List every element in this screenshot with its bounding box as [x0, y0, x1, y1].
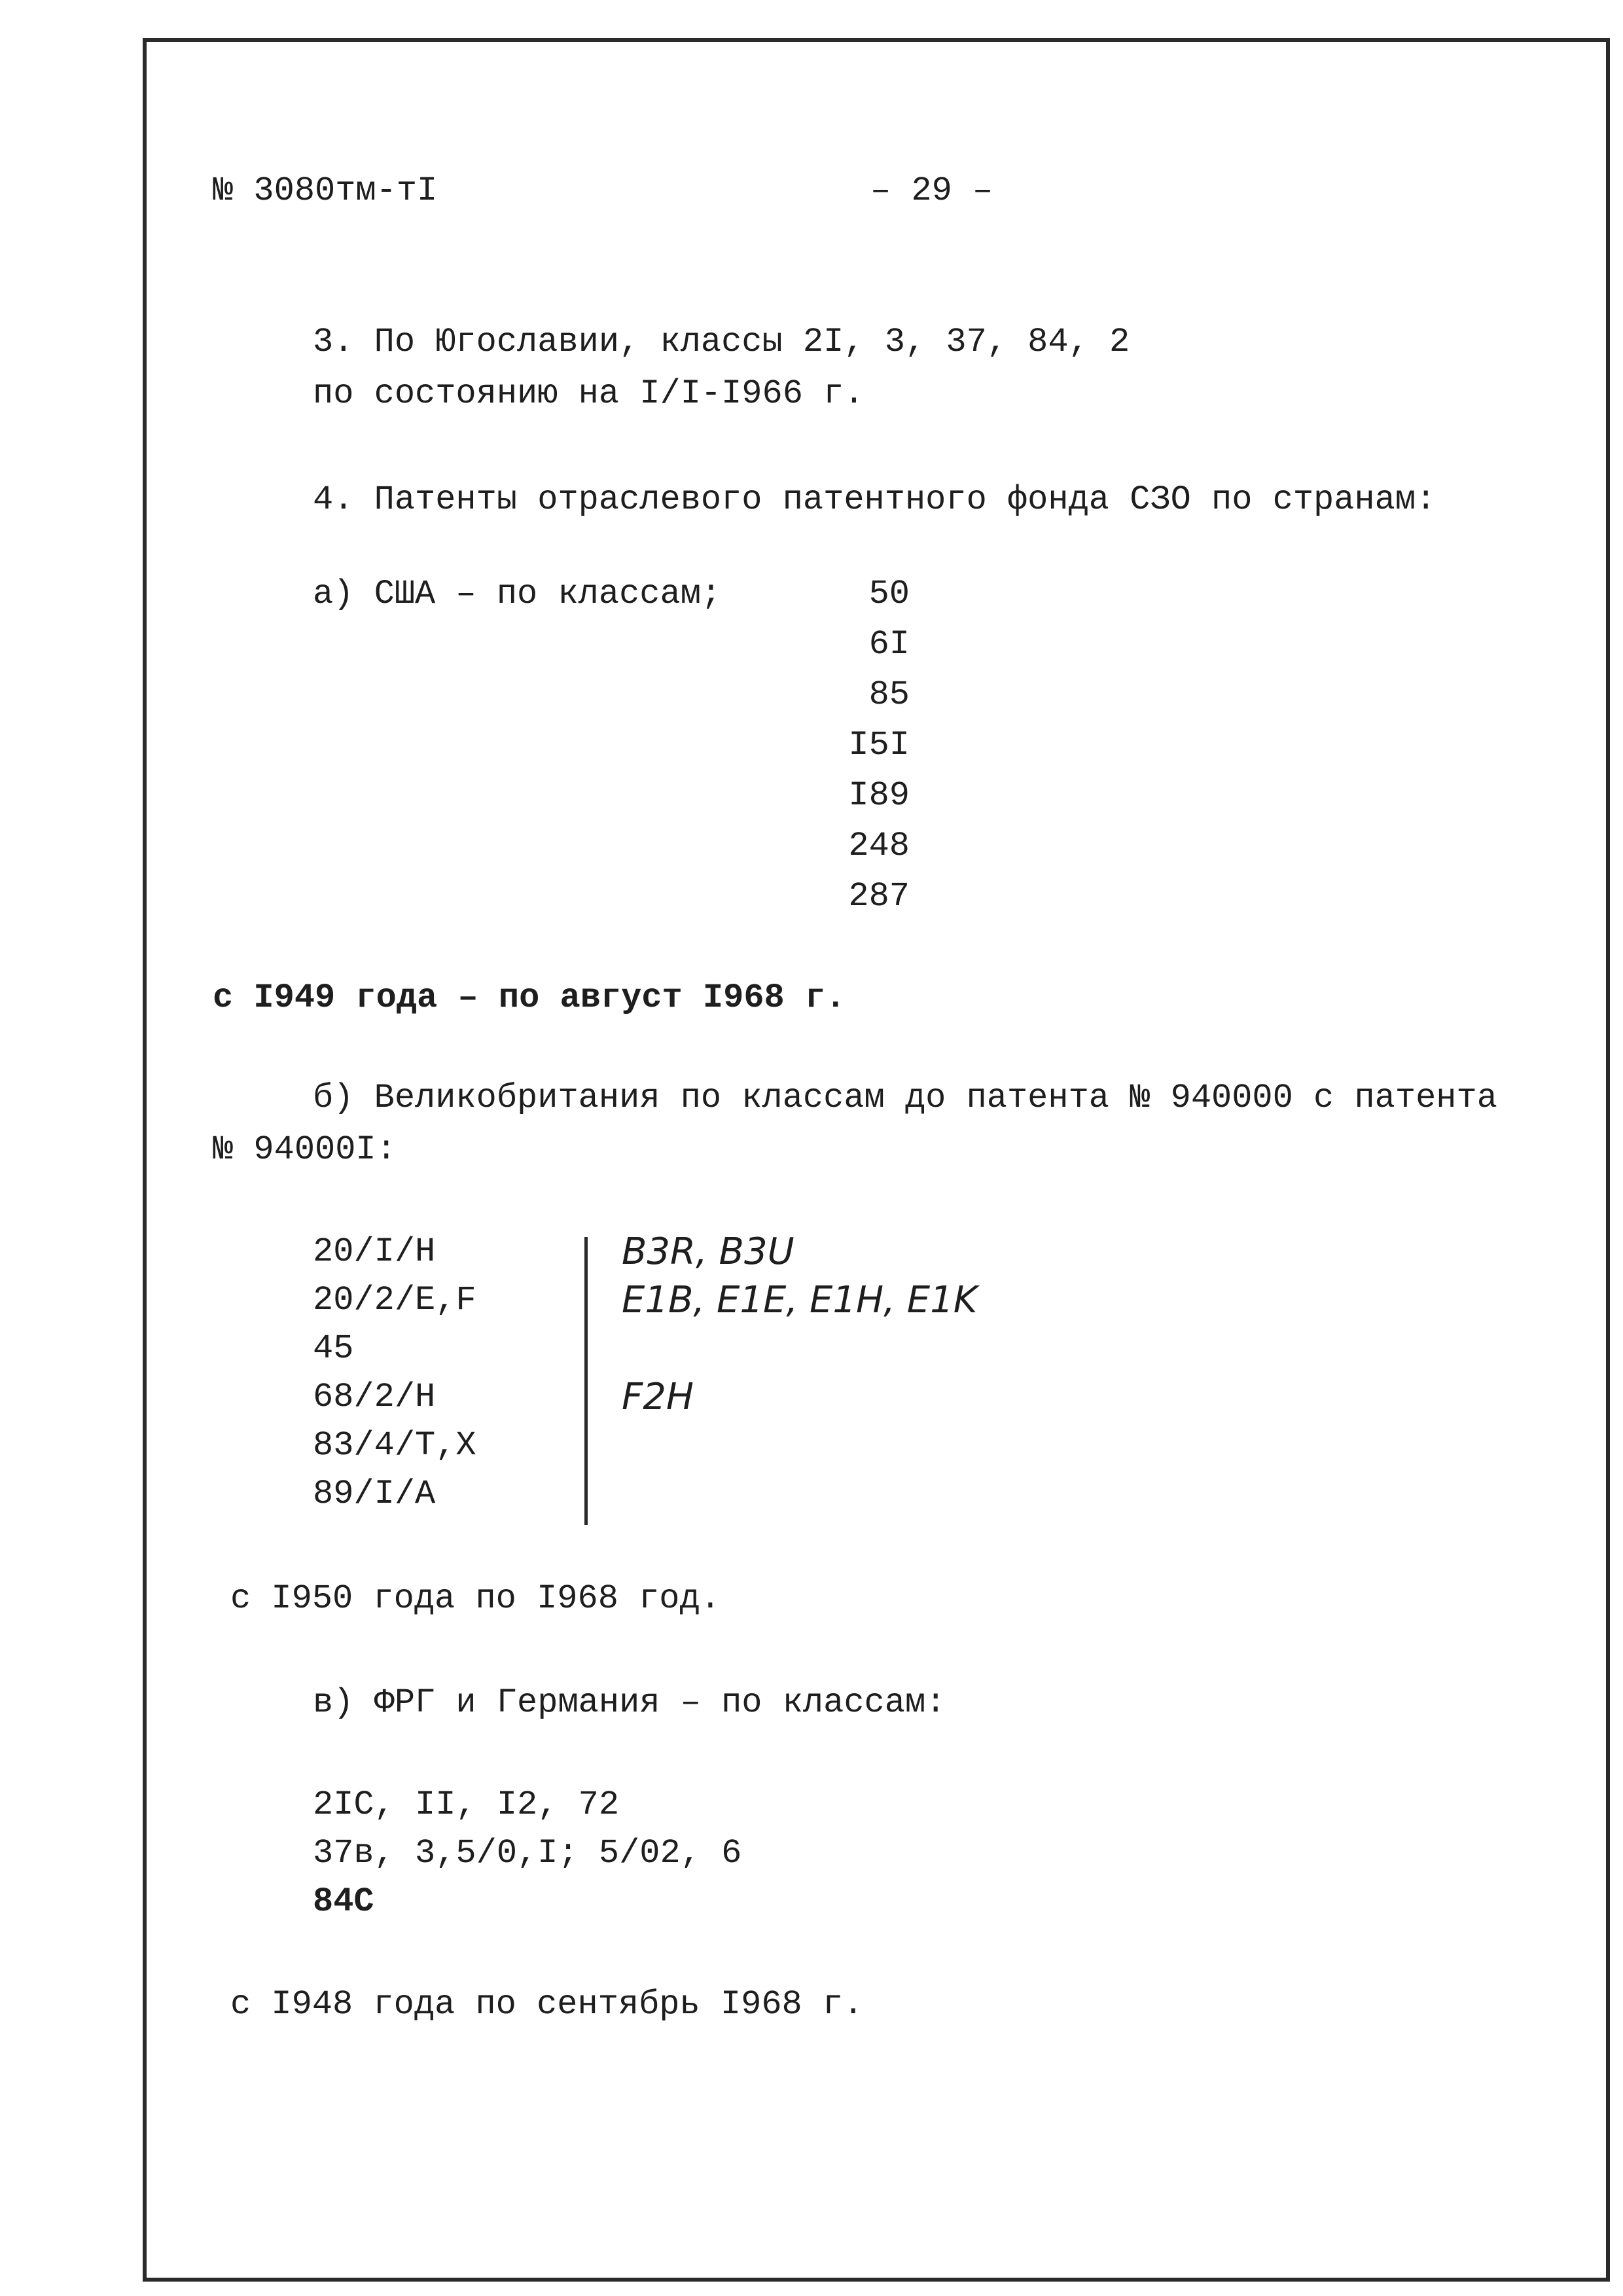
usa-label: а) США – по классам; — [313, 575, 722, 613]
gb-left-class: 89/I/A — [313, 1475, 436, 1513]
gb-left-class: 68/2/H — [313, 1378, 436, 1416]
gb-line2: № 94000I: — [213, 1130, 397, 1169]
usa-class: I5I — [848, 726, 910, 764]
frg-classes: 2IC, II, I2, 72 — [313, 1785, 620, 1824]
usa-class: 248 — [848, 827, 910, 865]
usa-class: I89 — [848, 776, 910, 815]
usa-period: с I949 года – по август I968 г. — [213, 978, 846, 1017]
doc-number: № 3080тм-тI — [213, 171, 438, 210]
gb-right-class: B3R, B3U — [622, 1230, 794, 1273]
frg-classes: 37в, 3,5/0,I; 5/02, 6 — [313, 1834, 742, 1873]
usa-class: 287 — [848, 877, 910, 916]
frg-period: с I948 года по сентябрь I968 г. — [230, 1985, 864, 2024]
frg-classes: 84C — [313, 1882, 374, 1921]
item4-title: 4. Патенты отраслевого патентного фонда СЗО по странам: — [313, 480, 1436, 519]
column-divider — [584, 1237, 588, 1525]
page-number: – 29 – — [870, 171, 993, 210]
gb-right-class: F2H — [622, 1376, 694, 1418]
gb-right-class: E1B, E1E, E1H, E1K — [622, 1279, 978, 1321]
gb-left-class: 20/2/E,F — [313, 1281, 476, 1319]
gb-left-class: 20/I/H — [313, 1232, 436, 1271]
gb-left-class: 83/4/T,X — [313, 1426, 476, 1465]
item3-line2: по состоянию на I/I-I966 г. — [313, 374, 865, 413]
gb-left-class: 45 — [313, 1329, 354, 1368]
usa-class: 6I — [868, 625, 910, 664]
frg-title: в) ФРГ и Германия – по классам: — [313, 1683, 946, 1722]
gb-period: с I950 года по I968 год. — [230, 1579, 721, 1618]
usa-class: 50 — [868, 575, 910, 613]
usa-class: 85 — [868, 675, 910, 714]
gb-line1: б) Великобритания по классам до патента № 940000 с патента — [313, 1079, 1497, 1117]
item3-line1: 3. По Югославии, классы 2I, 3, 37, 84, 2 — [313, 323, 1130, 361]
